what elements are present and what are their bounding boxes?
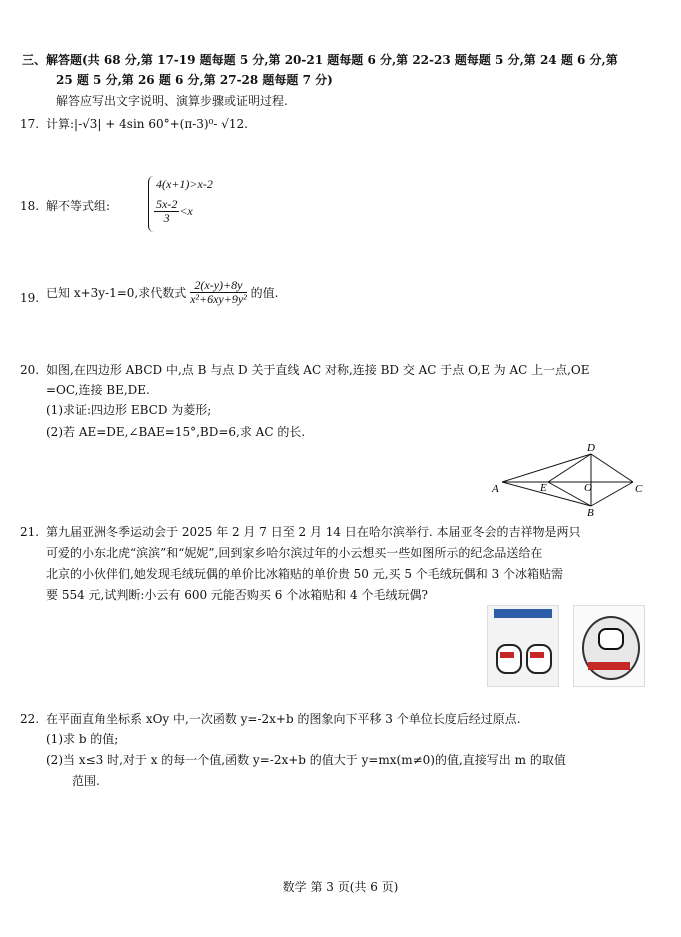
q19-number: 19. bbox=[20, 291, 40, 305]
q20-part2: (2)若 AE=DE,∠BAE=15°,BD=6,求 AC 的长. bbox=[46, 425, 306, 439]
diagram-label-o: O bbox=[584, 482, 592, 494]
q19-frac-den: x²+6xy+9y² bbox=[190, 292, 247, 306]
q21-line2: 可爱的小东北虎“滨滨”和“妮妮”,回到家乡哈尔滨过年的小云想买一些如图所示的纪念品送给在 bbox=[46, 546, 543, 560]
magnet-banner bbox=[588, 662, 630, 670]
q21-number: 21. bbox=[20, 525, 40, 539]
scarf-left bbox=[500, 652, 514, 658]
q19-tail: 的值. bbox=[250, 286, 279, 300]
diagram-label-b: B bbox=[587, 507, 594, 518]
q19-body bbox=[46, 279, 278, 306]
section-instruction: 解答应写出文字说明、演算步骤或证明过程. bbox=[56, 94, 288, 108]
magnet-mascot bbox=[598, 628, 624, 650]
q20-line2: =OC,连接 BE,DE. bbox=[46, 383, 150, 397]
q22-number: 22. bbox=[20, 712, 40, 726]
q18-frac-tail: <x bbox=[179, 204, 193, 218]
q22-line1: 在平面直角坐标系 xOy 中,一次函数 y=-2x+b 的图象向下平移 3 个单位长度后经过原点. bbox=[46, 712, 521, 726]
q19-frac-num: 2(x-y)+8y bbox=[190, 279, 247, 293]
package-banner bbox=[494, 609, 552, 618]
q18-number: 18. bbox=[20, 199, 40, 213]
q18-frac-den: 3 bbox=[163, 211, 170, 225]
q17-text: 计算:|-√3| + 4sin 60°+(π-3)⁰- √12. bbox=[46, 117, 248, 131]
q19-lead: 已知 x+3y-1=0,求代数式 bbox=[46, 286, 187, 300]
q20-line1: 如图,在四边形 ABCD 中,点 B 与点 D 关于直线 AC 对称,连接 BD 交 AC 于点 O,E 为 AC 上一点,OE bbox=[46, 363, 590, 377]
mascot-left bbox=[496, 644, 522, 674]
scarf-right bbox=[530, 652, 544, 658]
q22-part2: (2)当 x≤3 时,对于 x 的每一个值,函数 y=-2x+b 的值大于 y=mx(m≠0)的值,直接写出 m 的取值 bbox=[46, 753, 566, 767]
q18-inequality-2 bbox=[154, 198, 193, 225]
q18-frac-num: 5x-2 bbox=[156, 197, 178, 211]
section-header-line2: 25 题 5 分,第 26 题 6 分,第 27-28 题每题 7 分) bbox=[56, 73, 333, 87]
q21-line3: 北京的小伙伴们,她发现毛绒玩偶的单价比冰箱贴的单价贵 50 元,买 5 个毛绒玩偶和 3 个冰箱贴需 bbox=[46, 567, 564, 581]
diagram-label-e: E bbox=[540, 482, 547, 494]
diagram-label-a: A bbox=[492, 483, 499, 495]
q22-part1: (1)求 b 的值; bbox=[46, 732, 119, 746]
q17-number: 17. bbox=[20, 117, 40, 131]
q20-number: 20. bbox=[20, 363, 40, 377]
q21-line4: 要 554 元,试判断:小云有 600 元能否购买 6 个冰箱贴和 4 个毛绒玩偶? bbox=[46, 588, 428, 602]
diagram-label-d: D bbox=[587, 442, 595, 454]
q18-inequality-1: 4(x+1)>x-2 bbox=[156, 177, 213, 191]
q21-line1: 第九届亚洲冬季运动会于 2025 年 2 月 7 日至 2 月 14 日在哈尔滨举行. 本届亚冬会的吉祥物是两只 bbox=[46, 525, 581, 539]
q22-part2-continued: 范围. bbox=[72, 774, 100, 788]
section-header-line1: 三、解答题(共 68 分,第 17-19 题每题 5 分,第 20-21 题每题 6 分,第 22-23 题每题 5 分,第 24 题 6 分,第 bbox=[22, 53, 618, 67]
mascot-right bbox=[526, 644, 552, 674]
q20-quadrilateral-diagram bbox=[488, 440, 648, 518]
page-footer: 数学 第 3 页(共 6 页) bbox=[282, 880, 399, 894]
q18-lead: 解不等式组: bbox=[46, 199, 111, 213]
diagram-label-c: C bbox=[635, 483, 643, 495]
plush-toy-photo bbox=[487, 605, 559, 687]
fridge-magnet-photo bbox=[573, 605, 645, 687]
q20-part1: (1)求证:四边形 EBCD 为菱形; bbox=[46, 403, 212, 417]
